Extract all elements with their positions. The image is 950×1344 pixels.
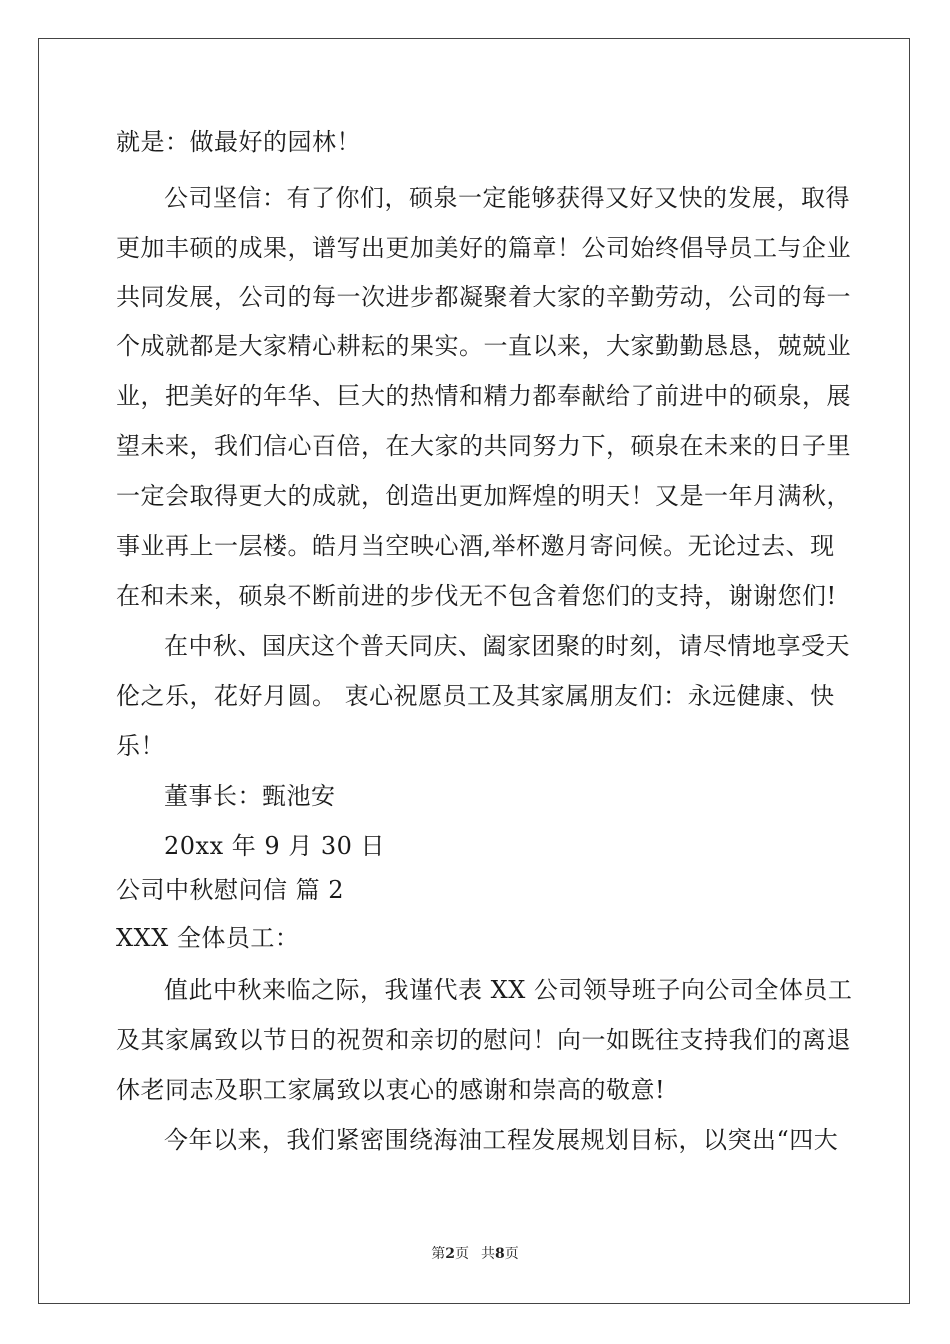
footer-total-pages: 8	[495, 1246, 505, 1262]
signature-chairman: 董事长：甄池安	[164, 782, 336, 810]
text-line-21: 今年以来，我们紧密围绕海油工程发展规划目标，以突出“四大	[164, 1126, 839, 1154]
text-line-4: 共同发展，公司的每一次进步都凝聚着大家的辛勤劳动，公司的每一	[116, 283, 851, 311]
text-line-6: 业，把美好的年华、巨大的热情和精力都奉献给了前进中的硕泉，展	[116, 382, 851, 410]
text-line-12: 伦之乐，花好月圆。 衷心祝愿员工及其家属朋友们：永远健康、快	[116, 682, 835, 710]
text-line-19: 及其家属致以节日的祝贺和亲切的慰问！向一如既往支持我们的离退	[116, 1026, 851, 1054]
text-line-13: 乐！	[116, 732, 165, 760]
salutation: XXX 全体员工：	[116, 924, 300, 952]
signature-date: 20xx 年 9 月 30 日	[164, 832, 386, 860]
text-line-1: 就是：做最好的园林！	[116, 128, 361, 156]
text-line-20: 休老同志及职工家属致以衷心的感谢和崇高的敬意!	[116, 1076, 666, 1104]
text-line-7: 望未来，我们信心百倍，在大家的共同努力下，硕泉在未来的日子里	[116, 432, 851, 460]
footer-page-unit: 页	[455, 1246, 469, 1262]
footer-total-unit: 页	[504, 1246, 519, 1262]
page-footer	[0, 1244, 950, 1264]
text-line-2: 公司坚信：有了你们，硕泉一定能够获得又好又快的发展，取得	[164, 184, 850, 212]
text-line-18: 值此中秋来临之际，我谨代表 XX 公司领导班子向公司全体员工	[164, 976, 853, 1004]
text-line-10: 在和未来，硕泉不断前进的步伐无不包含着您们的支持，谢谢您们!	[116, 582, 837, 610]
section-heading: 公司中秋慰问信 篇 2	[116, 876, 345, 904]
text-line-8: 一定会取得更大的成就，创造出更加辉煌的明天！又是一年月满秋，	[116, 482, 851, 510]
footer-prefix: 第	[431, 1246, 446, 1262]
footer-current-page: 2	[445, 1246, 455, 1262]
text-line-11: 在中秋、国庆这个普天同庆、阖家团聚的时刻，请尽情地享受天	[164, 632, 850, 660]
text-line-3: 更加丰硕的成果，谱写出更加美好的篇章！公司始终倡导员工与企业	[116, 234, 851, 262]
text-line-5: 个成就都是大家精心耕耘的果实。一直以来，大家勤勤恳恳，兢兢业	[116, 332, 851, 360]
text-line-9: 事业再上一层楼。皓月当空映心酒,举杯邀月寄问候。无论过去、现	[116, 532, 835, 560]
footer-total-prefix: 共	[481, 1246, 495, 1262]
